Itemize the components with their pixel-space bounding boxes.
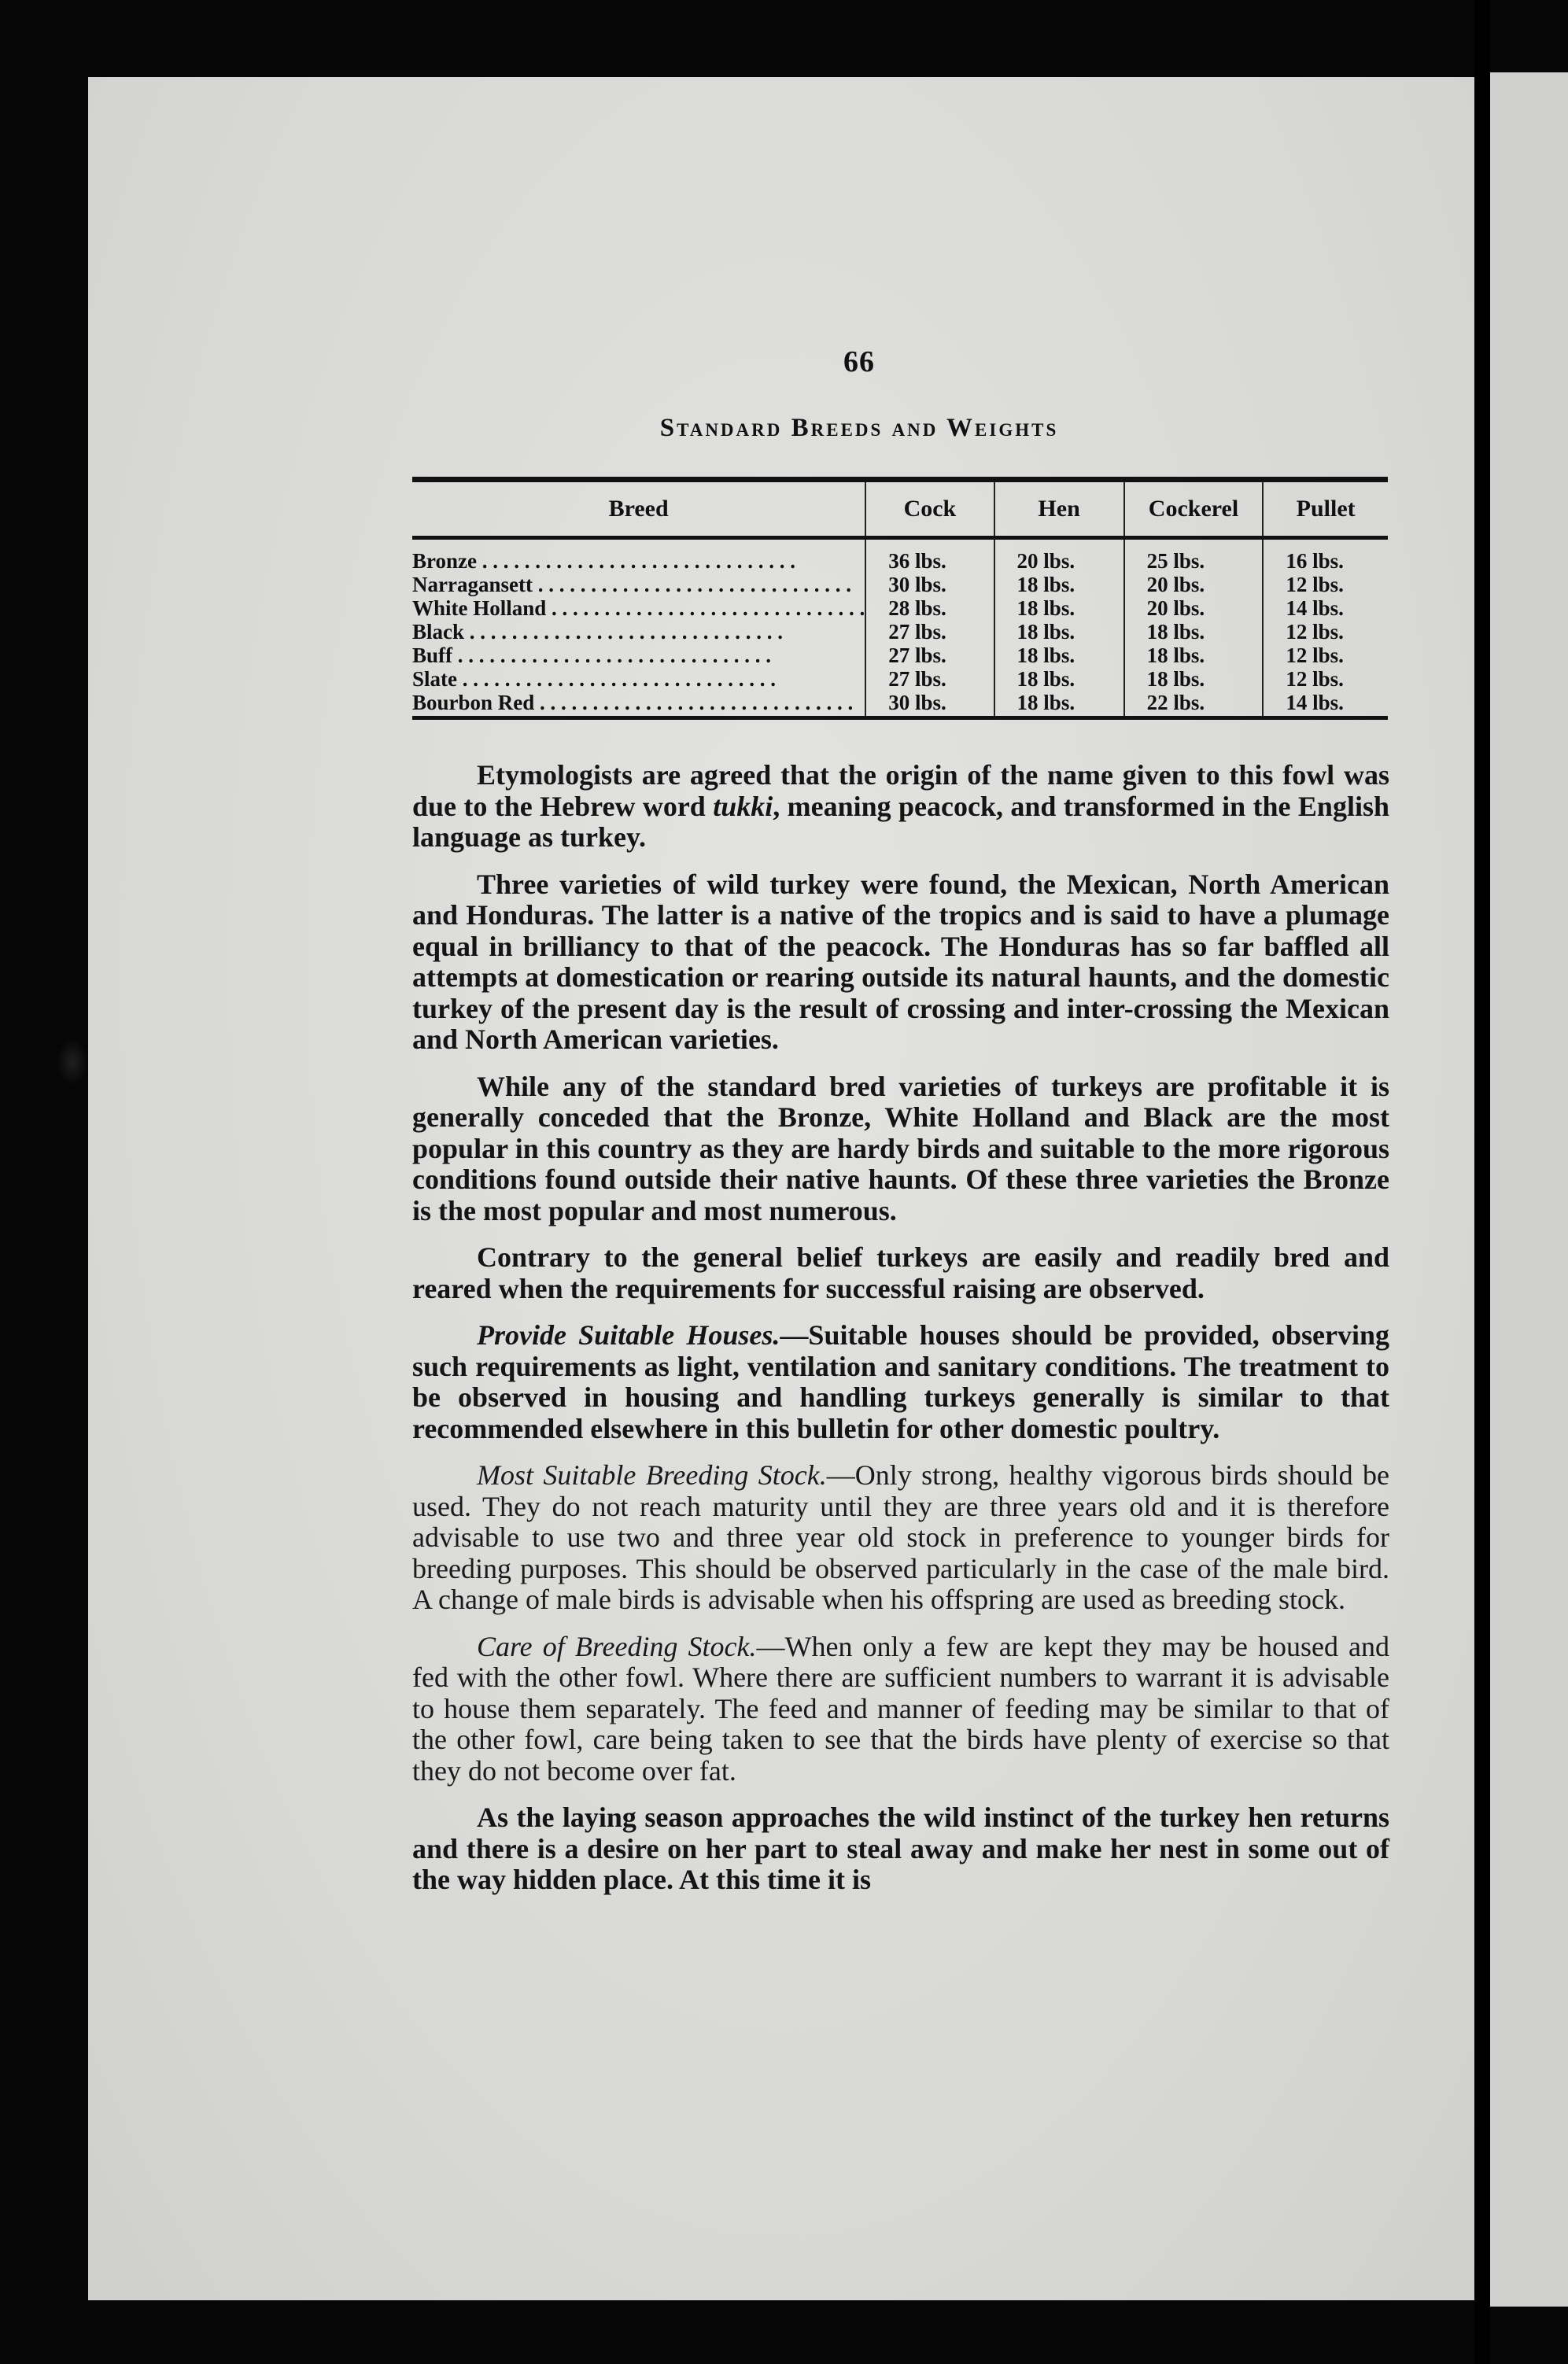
adjacent-page-edge [1490, 72, 1568, 2307]
cockerel-weight: 18 lbs. [1124, 644, 1264, 667]
page-gutter [1474, 0, 1490, 2364]
cock-weight: 36 lbs. [865, 538, 994, 573]
breed-name: Slate . . . [412, 667, 865, 691]
hen-weight: 18 lbs. [994, 667, 1124, 691]
paragraph-text: —When only a few are kept they may be housed and fed with the other fowl. Where there are sufficient numbers to warrant it is advisable to house them separately. The feed and manner of feeding may be similar to that of the other fowl, care being taken to see that the birds have plenty of exercise so that they do not become over fat. [412, 1630, 1389, 1787]
paragraph-breeding-belief: Contrary to the general belief turkeys are easily and readily bred and reared when the requirements for successful raising are observed. [412, 1241, 1389, 1304]
cock-weight: 27 lbs. [865, 644, 994, 667]
paragraph-text: —Only strong, healthy vigorous birds should be used. They do not reach maturity until they are three years old and it is therefore advisable to use two and three year old stock in preference to younger birds for breeding purposes. This should be observed particularly in the case of the male bird. A change of male birds is advisable when his offspring are used as breeding stock. [412, 1459, 1389, 1615]
page-number: 66 [843, 345, 875, 378]
breed-name: Buff . . . [412, 644, 865, 667]
cockerel-weight: 22 lbs. [1124, 691, 1264, 718]
hen-weight: 20 lbs. [994, 538, 1124, 573]
cockerel-weight: 18 lbs. [1124, 667, 1264, 691]
breed-name: White Holland . . . [412, 596, 865, 620]
table-row [412, 573, 1388, 596]
cockerel-weight: 20 lbs. [1124, 596, 1264, 620]
pullet-weight: 14 lbs. [1263, 691, 1388, 718]
header-cock: Cock [865, 480, 994, 538]
hen-weight: 18 lbs. [994, 596, 1124, 620]
pullet-weight: 12 lbs. [1263, 644, 1388, 667]
paragraph-text: —Suitable houses should be provided, observing such requirements as light, ventilation and sanitary conditions. The treatment to be observed in housing and handling turkeys generally is similar to that recommended elsewhere in this bulletin for other domestic poultry. [412, 1319, 1389, 1444]
pullet-weight: 12 lbs. [1263, 667, 1388, 691]
paragraph-text: , meaning peacock, and transformed in the English language as turkey. [412, 790, 1389, 853]
paragraph-houses [412, 1320, 1389, 1444]
table-row [412, 620, 1388, 644]
table-row [412, 667, 1388, 691]
cock-weight: 30 lbs. [865, 691, 994, 718]
hen-weight: 18 lbs. [994, 620, 1124, 644]
table-title: Standard Breeds and Weights [659, 414, 1059, 442]
table-row [412, 596, 1388, 620]
hen-weight: 18 lbs. [994, 691, 1124, 718]
table-header-row [412, 480, 1388, 538]
pullet-weight: 16 lbs. [1263, 538, 1388, 573]
paragraph-varieties: Three varieties of wild turkey were found, the Mexican, North American and Honduras. The latter is a native of the tropics and is said to have a plumage equal in brilliancy to that of the peacock. The Honduras has so far baffled all attempts at domestication or rearing outside its natural haunts, and the domestic turkey of the present day is the result of crossing and inter-crossing the Mexican and North American varieties. [412, 868, 1389, 1055]
hen-weight: 18 lbs. [994, 644, 1124, 667]
cock-weight: 28 lbs. [865, 596, 994, 620]
pullet-weight: 12 lbs. [1263, 620, 1388, 644]
pullet-weight: 14 lbs. [1263, 596, 1388, 620]
table-row [412, 691, 1388, 718]
paragraph-text: Etymologists are agreed that the origin of the name given to this fowl was due to the Hebrew word [412, 759, 1389, 822]
paragraph-care [412, 1632, 1389, 1787]
header-hen: Hen [994, 480, 1124, 538]
section-heading: Care of Breeding Stock. [477, 1630, 757, 1662]
hebrew-word: tukki [713, 790, 773, 822]
margin-stain [57, 1038, 88, 1086]
cockerel-weight: 20 lbs. [1124, 573, 1264, 596]
cockerel-weight: 25 lbs. [1124, 538, 1264, 573]
body-text [412, 760, 1389, 1912]
hen-weight: 18 lbs. [994, 573, 1124, 596]
paragraph-popularity: While any of the standard bred varieties of turkeys are profitable it is generally conceded that the Bronze, White Holland and Black are the most popular in this country as they are hardy birds and suitable to the more rigorous conditions found outside their native haunts. Of these three varieties the Bronze is the most popular and most numerous. [412, 1070, 1389, 1226]
breed-name: Narragansett . . . [412, 573, 865, 596]
cock-weight: 27 lbs. [865, 620, 994, 644]
paragraph-laying-season: As the laying season approaches the wild instinct of the turkey hen returns and there is a desire on her part to steal away and make her nest in some out of the way hidden place. At this time it is [412, 1802, 1389, 1895]
breed-name: Bronze . . . [412, 538, 865, 573]
header-breed: Breed [608, 496, 669, 522]
header-pullet: Pullet [1263, 480, 1388, 538]
breed-name: Bourbon Red . . . [412, 691, 865, 718]
breeds-weights-table [412, 477, 1388, 720]
pullet-weight: 12 lbs. [1263, 573, 1388, 596]
cock-weight: 27 lbs. [865, 667, 994, 691]
table-row [412, 644, 1388, 667]
cock-weight: 30 lbs. [865, 573, 994, 596]
paragraph-etymology [412, 760, 1389, 854]
document-page [88, 77, 1474, 2300]
breed-name: Black . . . [412, 620, 865, 644]
cockerel-weight: 18 lbs. [1124, 620, 1264, 644]
section-heading: Provide Suitable Houses. [477, 1319, 780, 1351]
paragraph-breeding-stock [412, 1460, 1389, 1616]
section-heading: Most Suitable Breeding Stock. [477, 1459, 827, 1491]
table-row [412, 538, 1388, 573]
header-cockerel: Cockerel [1124, 480, 1264, 538]
